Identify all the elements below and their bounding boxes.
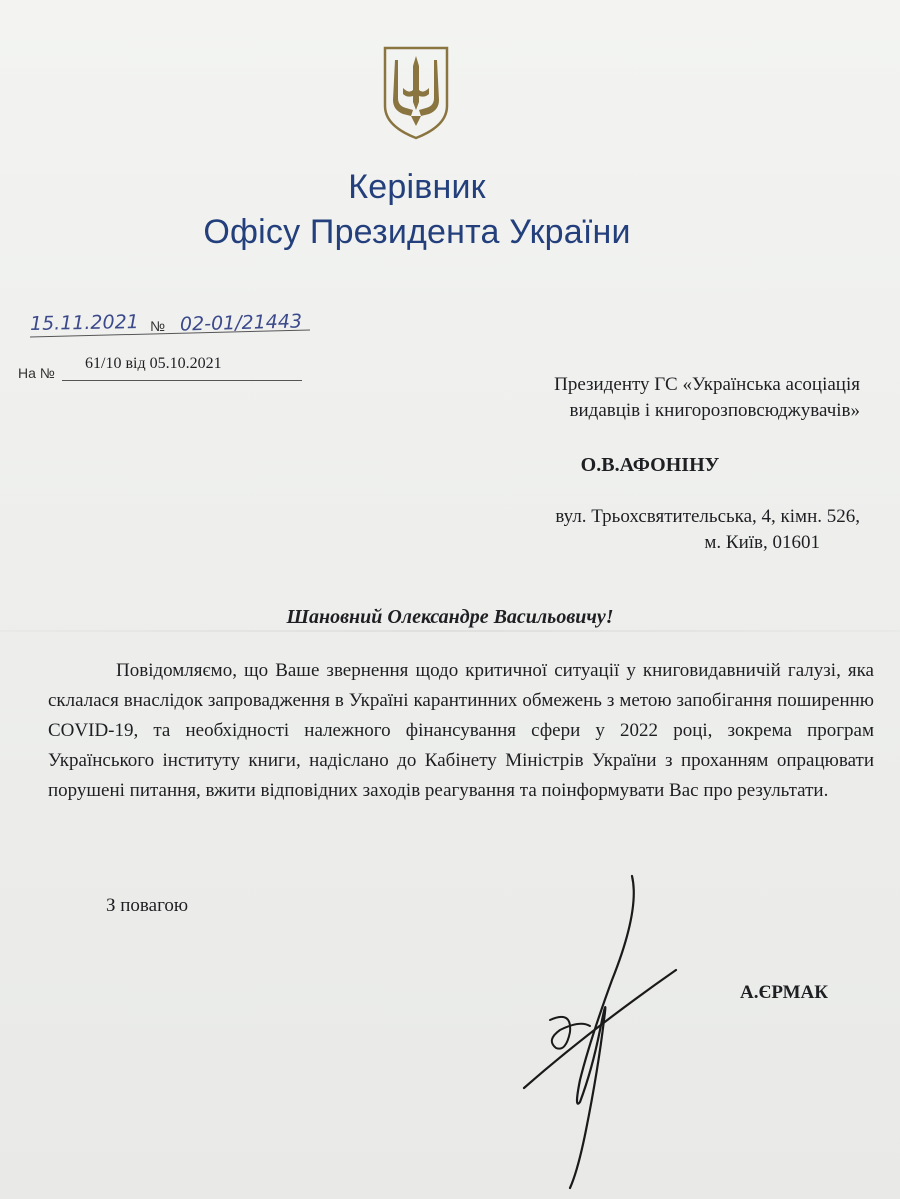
paper-fold bbox=[0, 630, 900, 632]
header-title-line2: Офісу Президента України bbox=[203, 213, 631, 251]
recipient-name: О.В.АФОНІНУ bbox=[580, 454, 720, 476]
recipient-address-line2: м. Київ, 01601 bbox=[704, 532, 820, 553]
registration-number: 02-01/21443 bbox=[179, 310, 303, 336]
recipient-organization bbox=[400, 372, 860, 424]
recipient-organization-line2: видавців і книгорозповсюджувачів» bbox=[569, 400, 860, 421]
closing: З повагою bbox=[106, 895, 189, 916]
reply-underline bbox=[62, 380, 302, 381]
letter-body: Повідомляємо, що Ваше звернення щодо критичної ситуації у книговидавничій галузі, яка склалася внаслідок запровадження в Україні карантинних обмежень з метою запобігання поширенню COVID-19, та необхідності належного фінансування сфери у 2022 році, зокрема програм Українського інституту книги, надіслано до Кабінету Міністрів України з проханням опрацювати порушені питання, вжити відповідних заходів реагування та поінформувати Вас про результати. bbox=[48, 660, 874, 801]
handwritten-signature bbox=[520, 870, 680, 1190]
registration-date: 15.11.2021 bbox=[29, 311, 139, 335]
signer-name: А.ЄРМАК bbox=[740, 982, 829, 1003]
registration-number-label: № bbox=[150, 318, 166, 334]
reply-reference: 61/10 від 05.10.2021 bbox=[85, 355, 222, 372]
recipient-address-line1: вул. Трьохсвятительська, 4, кімн. 526, bbox=[555, 506, 860, 527]
trident-emblem-icon bbox=[381, 44, 451, 140]
recipient-organization-line1: Президенту ГС «Українська асоціація bbox=[554, 374, 860, 395]
salutation: Шановний Олександре Васильовичу! bbox=[286, 606, 614, 628]
recipient-address bbox=[400, 504, 860, 556]
header-title-line1: Керівник bbox=[348, 168, 486, 206]
reply-label: На № bbox=[18, 365, 55, 381]
